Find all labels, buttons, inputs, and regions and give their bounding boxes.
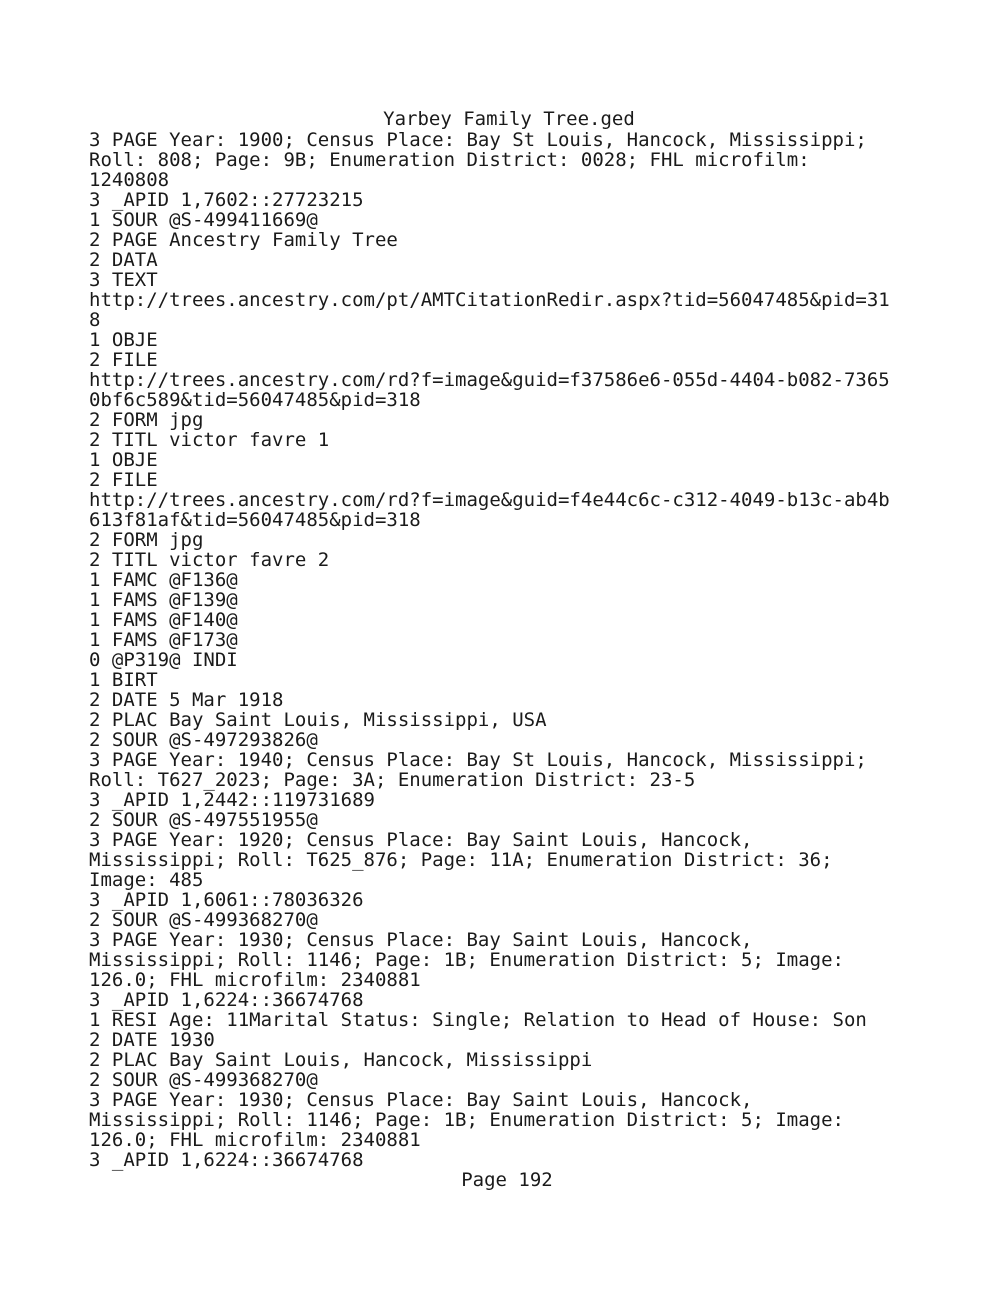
gedcom-line: Image: 485 — [89, 869, 204, 891]
gedcom-line: 2 FORM jpg — [89, 529, 204, 551]
gedcom-line: 3 _APID 1,7602::27723215 — [89, 189, 364, 211]
gedcom-line: http://trees.ancestry.com/pt/AMTCitationRedir.aspx?tid=56047485&pid=31 — [89, 289, 890, 311]
document-title: Yarbey Family Tree.ged — [383, 108, 635, 130]
gedcom-line: 1 FAMS @F139@ — [89, 589, 238, 611]
gedcom-line: 1 RESI Age: 11Marital Status: Single; Relation to Head of House: Son — [89, 1009, 867, 1031]
gedcom-line: Mississippi; Roll: 1146; Page: 1B; Enumeration District: 5; Image: — [89, 1109, 844, 1131]
gedcom-line: 2 FORM jpg — [89, 409, 204, 431]
gedcom-line: 2 PAGE Ancestry Family Tree — [89, 229, 398, 251]
gedcom-line: 2 PLAC Bay Saint Louis, Hancock, Mississippi — [89, 1049, 593, 1071]
gedcom-line: 1 FAMS @F173@ — [89, 629, 238, 651]
gedcom-line: 3 _APID 1,2442::119731689 — [89, 789, 375, 811]
gedcom-line: 1 OBJE — [89, 449, 158, 471]
gedcom-line: 3 TEXT — [89, 269, 158, 291]
gedcom-line: 3 PAGE Year: 1930; Census Place: Bay Saint Louis, Hancock, — [89, 929, 753, 951]
gedcom-line: 3 PAGE Year: 1930; Census Place: Bay Saint Louis, Hancock, — [89, 1089, 753, 1111]
gedcom-line: 3 _APID 1,6224::36674768 — [89, 989, 364, 1011]
gedcom-line: 3 PAGE Year: 1920; Census Place: Bay Saint Louis, Hancock, — [89, 829, 753, 851]
gedcom-line: 2 SOUR @S-499368270@ — [89, 909, 318, 931]
gedcom-line: 0 @P319@ INDI — [89, 649, 238, 671]
gedcom-line: 1240808 — [89, 169, 170, 191]
gedcom-line: 8 — [89, 309, 101, 331]
gedcom-line: 2 TITL victor favre 1 — [89, 429, 330, 451]
gedcom-line: 2 PLAC Bay Saint Louis, Mississippi, USA — [89, 709, 547, 731]
gedcom-line: http://trees.ancestry.com/rd?f=image&guid=f4e44c6c-c312-4049-b13c-ab4b — [89, 489, 890, 511]
page-number: Page 192 — [461, 1169, 553, 1191]
gedcom-line: Roll: 808; Page: 9B; Enumeration District: 0028; FHL microfilm: — [89, 149, 810, 171]
gedcom-record-body — [89, 130, 949, 1170]
gedcom-line: 2 DATE 5 Mar 1918 — [89, 689, 284, 711]
gedcom-line: 126.0; FHL microfilm: 2340881 — [89, 969, 421, 991]
gedcom-line: 3 PAGE Year: 1900; Census Place: Bay St Louis, Hancock, Mississippi; — [89, 129, 867, 151]
gedcom-line: 1 FAMC @F136@ — [89, 569, 238, 591]
gedcom-line: 613f81af&tid=56047485&pid=318 — [89, 509, 421, 531]
gedcom-line: 2 SOUR @S-497293826@ — [89, 729, 318, 751]
gedcom-line: 2 SOUR @S-497551955@ — [89, 809, 318, 831]
gedcom-line: 3 _APID 1,6061::78036326 — [89, 889, 364, 911]
gedcom-line: Mississippi; Roll: T625_876; Page: 11A; Enumeration District: 36; — [89, 849, 833, 871]
gedcom-line: 1 OBJE — [89, 329, 158, 351]
gedcom-line: 1 FAMS @F140@ — [89, 609, 238, 631]
gedcom-line: 2 SOUR @S-499368270@ — [89, 1069, 318, 1091]
gedcom-line: 1 BIRT — [89, 669, 158, 691]
gedcom-line: 3 PAGE Year: 1940; Census Place: Bay St Louis, Hancock, Mississippi; — [89, 749, 867, 771]
gedcom-line: 2 DATE 1930 — [89, 1029, 215, 1051]
gedcom-line: 3 _APID 1,6224::36674768 — [89, 1149, 364, 1171]
gedcom-line: http://trees.ancestry.com/rd?f=image&guid=f37586e6-055d-4404-b082-7365 — [89, 369, 890, 391]
gedcom-line: 1 SOUR @S-499411669@ — [89, 209, 318, 231]
gedcom-line: 2 TITL victor favre 2 — [89, 549, 330, 571]
gedcom-line: Mississippi; Roll: 1146; Page: 1B; Enumeration District: 5; Image: — [89, 949, 844, 971]
gedcom-line: 0bf6c589&tid=56047485&pid=318 — [89, 389, 421, 411]
gedcom-line: 2 FILE — [89, 349, 158, 371]
gedcom-line: 2 FILE — [89, 469, 158, 491]
gedcom-line: Roll: T627_2023; Page: 3A; Enumeration District: 23-5 — [89, 769, 696, 791]
gedcom-line: 126.0; FHL microfilm: 2340881 — [89, 1129, 421, 1151]
gedcom-line: 2 DATA — [89, 249, 158, 271]
